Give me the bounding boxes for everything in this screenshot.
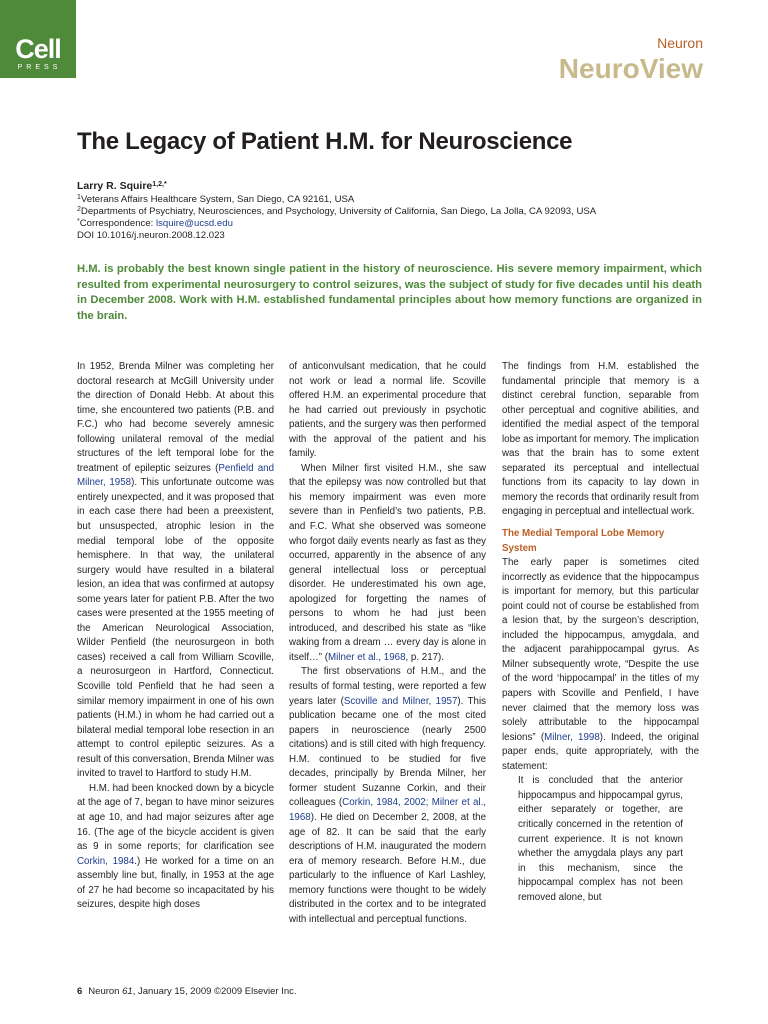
citation-link[interactable]: Milner et al., 1968	[328, 651, 406, 663]
paragraph: of anticonvulsant medication, that he could not work or lead a normal life. Scoville offered H.M. an experimental procedure that he had carried out previously in psychotic patients, and the surgery was then performed with the approval of the patient and his family.	[289, 361, 486, 460]
text-run: The early paper is sometimes cited incorrectly as evidence that the hippocampus is important for memory, but this particular point could not of course be established from a lesion that, by the surgeon’s description, included the hippocampus, amygdala, and the adjacent parahippocampal gyrus. As Milner subsequently wrote, “Despite the use of the word ‘hippocampal’ in the titles of my papers with Scoville and Penfield, I have never claimed that the memory loss was solely attributable to the hippocampal lesions” (	[502, 557, 699, 743]
affiliation-1-mark: 1	[77, 194, 81, 201]
body-column-1	[77, 360, 274, 913]
article-title: The Legacy of Patient H.M. for Neuroscience	[77, 128, 573, 155]
affiliation-1-text: Veterans Affairs Healthcare System, San Diego, CA 92161, USA	[80, 194, 355, 205]
footer-volume: 61	[122, 986, 133, 997]
correspondence-mark: *	[77, 218, 80, 225]
paragraph	[502, 556, 699, 774]
paragraph	[77, 360, 274, 782]
text-run: The first observations of H.M., and the results of formal testing, were reported a few years later (	[289, 666, 486, 707]
text-run: ). This unfortunate outcome was entirely unexpected, and it was proposed that in each case there had been a preexistent, but unsuspected, atrophic lesion in the medial temporal lobe of the opposite hemisphere. In that way, the unilateral surgery would have resulted in a bilateral lesion, an idea that was confirmed at autopsy some years later for patient P.B. After the two cases were presented at the 1955 meeting of the American Neurological Association, Wilder Penfield (the neurosurgeon in both cases) received a call from William Scoville, a neurosurgeon in Hartford, Connecticut. Scoville told Penfield that he had seen a similar memory impairment in one of his own patients (H.M.) in whom he had carried out a bilateral medial temporal lobe resection in an attempt to control epileptic seizures. As a result of this conversation, Brenda Milner was invited to travel to Hartford to study H.M.	[77, 477, 274, 780]
correspondence-label: Correspondence:	[79, 218, 156, 229]
page-footer	[77, 986, 297, 997]
author-superscript: 1,2,*	[152, 181, 167, 188]
footer-date-copyright: , January 15, 2009 ©2009 Elsevier Inc.	[132, 986, 297, 997]
text-run: When Milner first visited H.M., she saw that the epilepsy was now controlled but that his memory impairment was even more severe than in Penfield’s two patients, P.B. and F.C. What she observed was someone who forgot daily events nearly as fast as they occurred, apparently in the absence of any general intellectual loss or perceptual disorder. He underestimated his own age, apologized for forgetting the names of persons to whom he had just been introduced, and described his state as “like waking from a dream … every day is alone in itself…” (	[289, 462, 486, 663]
paragraph	[289, 462, 486, 666]
text-run: , p. 217).	[405, 651, 444, 663]
affiliation-2-text: Departments of Psychiatry, Neurosciences, and Psychology, University of California, San Diego, La Jolla, CA 92093, USA	[80, 206, 597, 217]
section-name: NeuroView	[558, 53, 703, 84]
page-number: 6	[77, 986, 83, 997]
citation-link[interactable]: Corkin, 1984	[77, 855, 135, 867]
article-metadata	[77, 180, 596, 242]
text-run: H.M. had been knocked down by a bicycle at the age of 7, began to have minor seizures at age 10, and had major seizures after age 16. (The age of the bicycle accident is given as 9 in some reports; for clarification see	[77, 782, 274, 853]
affiliation-1	[77, 194, 596, 206]
text-run: .) He worked for a time on an assembly line but, finally, in 1953 at the age of 27 he had become so incapacitated by his seizures, despite high doses	[77, 855, 274, 911]
citation-link[interactable]: Corkin, 1984, 2002; Milner et al., 1968	[289, 797, 486, 823]
text-run: ). This publication became one of the most cited papers in neuroscience (nearly 2500 citations) and is still cited with high frequency. H.M. continued to be studied for five decades, principally by Brenda Milner, her former student Suzanne Corkin, and their colleagues (	[289, 695, 486, 809]
paragraph: The findings from H.M. established the fundamental principle that memory is a distinct cerebral function, separable from other perceptual and cognitive abilities, and identified the medial aspect of the temporal lobe as important for memory. The implication was that the brain has to some extent separated its perceptual and intellectual functions from its capacity to lay down in memory the records that ordinarily result from engaging in perceptual and intellectual work.	[502, 361, 699, 518]
body-column-2	[289, 360, 486, 927]
author-name: Larry R. Squire	[77, 180, 153, 192]
journal-name: Neuron	[657, 35, 703, 51]
citation-link[interactable]: Milner, 1998	[544, 731, 600, 743]
cell-press-logo	[0, 0, 76, 78]
author-line	[77, 180, 596, 192]
body-column-3	[502, 360, 699, 905]
paragraph	[289, 665, 486, 927]
paragraph	[77, 782, 274, 913]
affiliation-2-mark: 2	[77, 206, 81, 213]
text-run: In 1952, Brenda Milner was completing her doctoral research at McGill University under the direction of Donald Hebb. At about this time, she encountered two patients (P.B. and F.C.) who had become severely amnesic following unilateral removal of the medial structures of the left temporal lobe for the treatment of epileptic seizures (	[77, 361, 274, 474]
block-quote: It is concluded that the anterior hippocampus and hippocampal gyrus, either separately or together, are critically concerned in the retention of current experience. It is not known whether the amygdala plays any part in this mechanism, since the hippocampal complex has not been removed alone, but	[518, 775, 683, 903]
correspondence-email-link[interactable]: lsquire@ucsd.edu	[156, 218, 233, 229]
footer-journal: Neuron	[88, 986, 123, 997]
affiliation-2	[77, 206, 596, 218]
text-run: ). Indeed, the original paper ends, quite appropriately, with the statement:	[502, 731, 699, 772]
citation-link[interactable]: Penfield and Milner, 1958	[77, 462, 274, 489]
citation-link[interactable]: Scoville and Milner, 1957	[343, 695, 458, 707]
correspondence	[77, 218, 596, 230]
doi: DOI 10.1016/j.neuron.2008.12.023	[77, 230, 225, 241]
text-run: ). He died on December 2, 2008, at the age of 82. It can be said that the early descriptions of H.M. inaugurated the modern era of memory research. Before H.M., due particularly to the influence of Karl Lashley, memory functions were thought to be widely distributed in the cortex and to be integrated with intellectual and perceptual functions.	[289, 811, 486, 925]
logo-cell-text: Cell	[15, 34, 61, 64]
section-heading: The Medial Temporal Lobe Memory System	[502, 528, 665, 554]
logo-press-text: PRESS	[17, 64, 62, 71]
abstract: H.M. is probably the best known single patient in the history of neuroscience. His severe memory impairment, which resulted from experimental neurosurgery to control seizures, was the subject of study for five decades until his death in December 2008. Work with H.M. established fundamental principles about how memory functions are organized in the brain.	[77, 263, 702, 322]
journal-header	[559, 35, 703, 85]
